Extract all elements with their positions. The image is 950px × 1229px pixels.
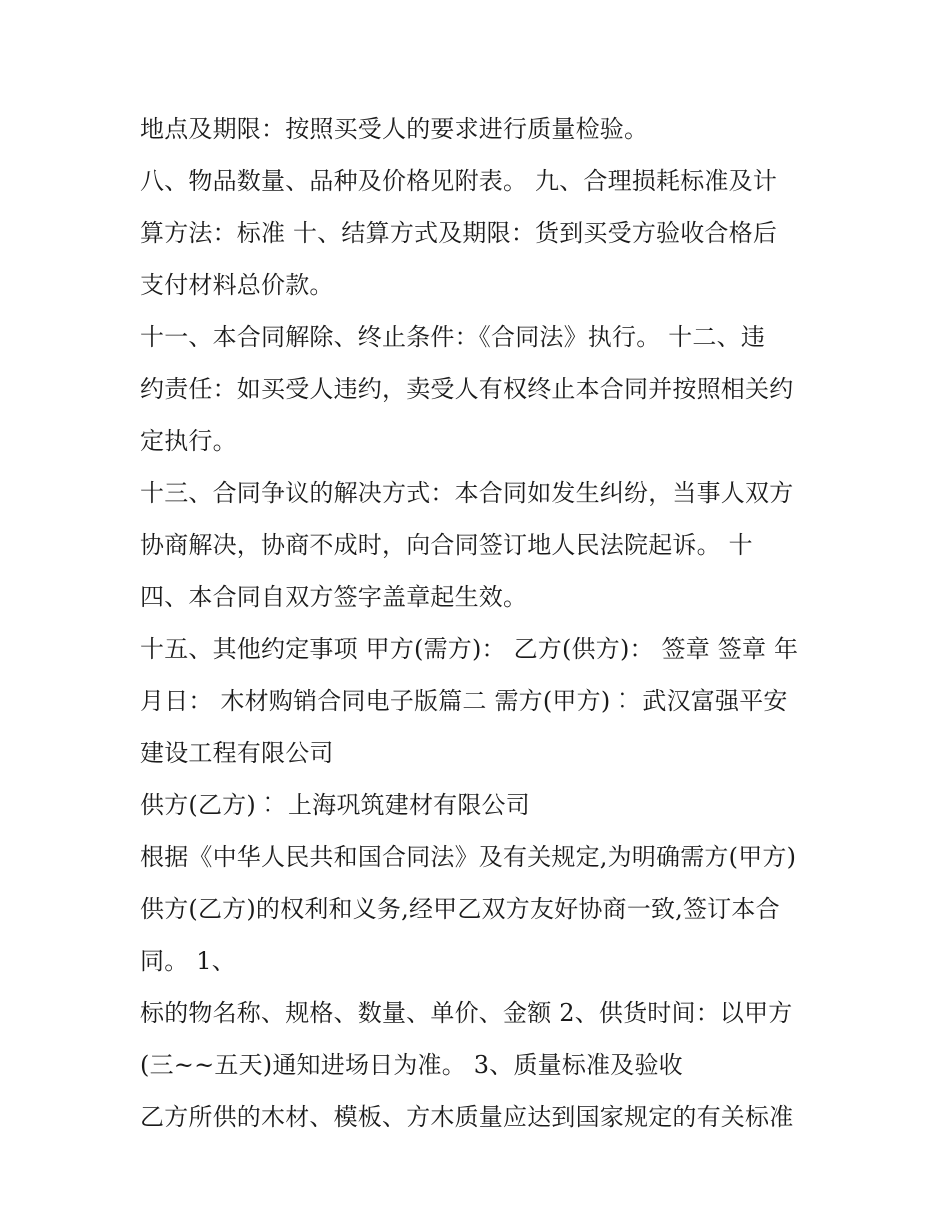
- text-line: 供方(乙方)的权利和义务,经甲乙双方友好协商一致,签订本合: [140, 895, 780, 923]
- text-line: 同。 1、: [140, 947, 236, 975]
- text-line: 乙方所供的木材、模板、方木质量应达到国家规定的有关标准: [140, 1103, 794, 1131]
- text-line: 十三、合同争议的解决方式：本合同如发生纠纷，当事人双方: [140, 479, 794, 507]
- text-line: 地点及期限：按照买受人的要求进行质量检验。: [140, 115, 649, 143]
- document-body: [140, 103, 820, 1143]
- text-line: (三~~五天)通知进场日为准。 3、质量标准及验收: [140, 1051, 683, 1079]
- text-line: 十一、本合同解除、终止条件：《合同法》执行。 十二、违: [140, 323, 766, 351]
- text-line: 月日： 木材购销合同电子版篇二 需方(甲方)︰ 武汉富强平安: [140, 687, 788, 715]
- text-line: 支付材料总价款。: [140, 271, 334, 299]
- text-line: 根据《中华人民共和国合同法》及有关规定,为明确需方(甲方): [140, 843, 797, 871]
- text-line: 协商解决，协商不成时，向合同签订地人民法院起诉。 十: [140, 531, 753, 559]
- text-line: 十五、其他约定事项 甲方(需方)： 乙方(供方)： 签章 签章 年: [140, 635, 799, 663]
- text-line: 约责任：如买受人违约，卖受人有权终止本合同并按照相关约: [140, 375, 794, 403]
- text-line: 建设工程有限公司: [140, 739, 334, 767]
- text-line: 算方法：标准 十、结算方式及期限：货到买受方验收合格后: [140, 219, 778, 247]
- text-line: 八、物品数量、品种及价格见附表。 九、合理损耗标准及计: [140, 167, 778, 195]
- text-line: 定执行。: [140, 427, 237, 455]
- text-line: 标的物名称、规格、数量、单价、金额 2、供货时间：以甲方: [140, 999, 793, 1027]
- text-line: 供方(乙方)︰ 上海巩筑建材有限公司: [140, 791, 530, 819]
- text-line: 四、本合同自双方签字盖章起生效。: [140, 583, 528, 611]
